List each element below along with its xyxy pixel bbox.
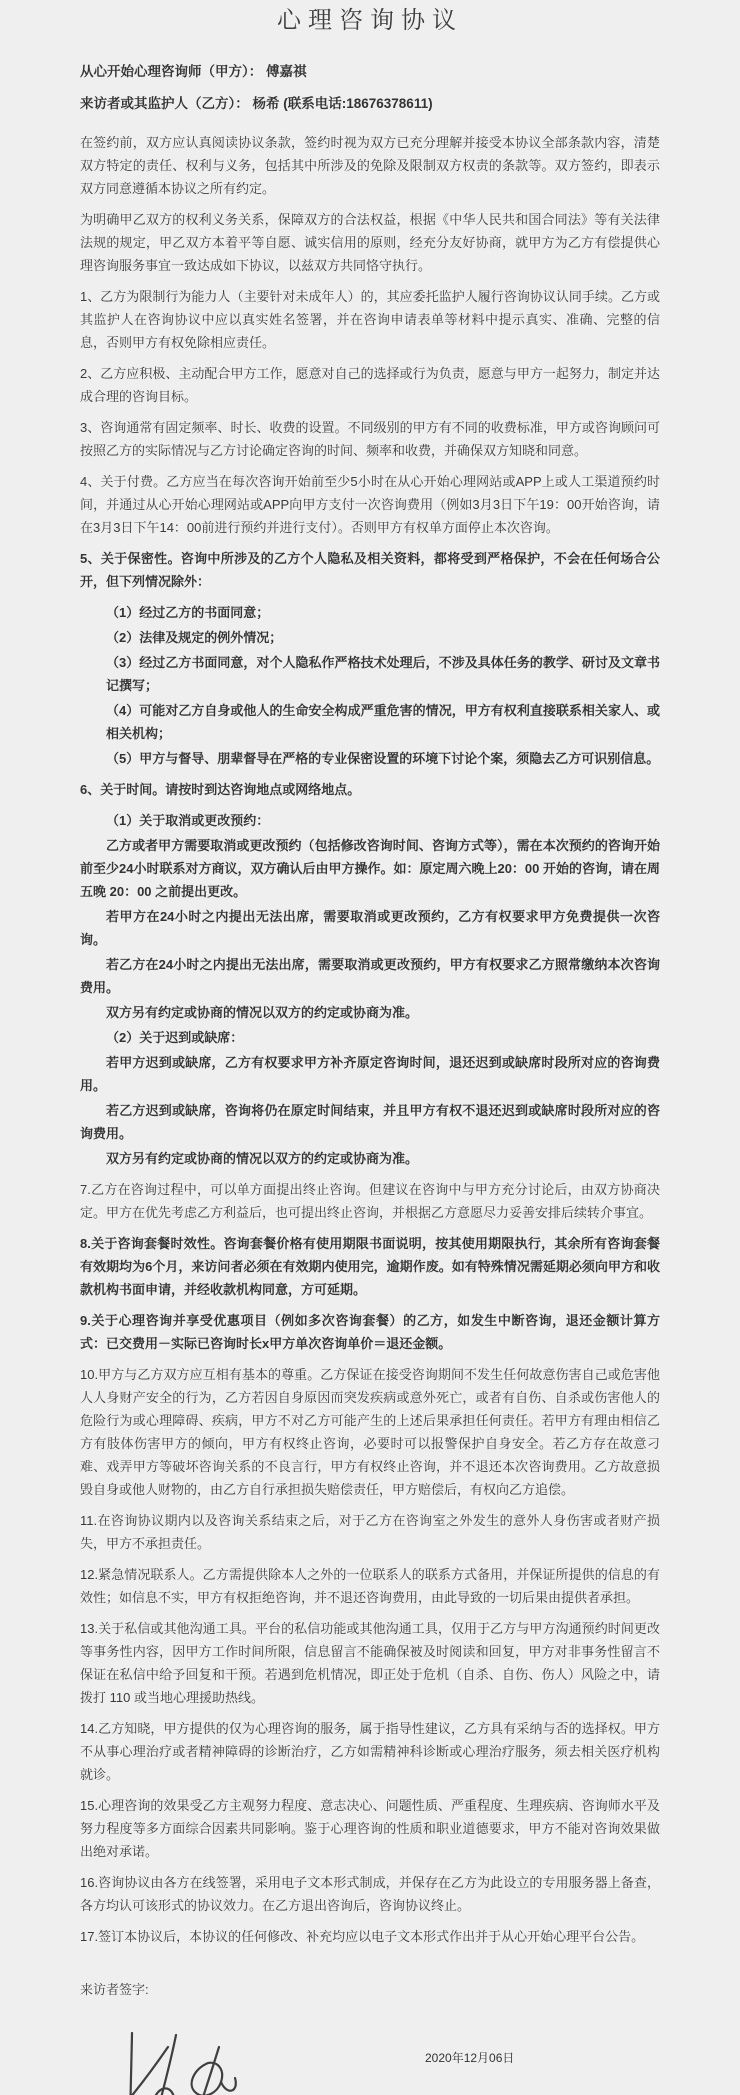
clause-10: 10.甲方与乙方双方应互相有基本的尊重。乙方保证在接受咨询期间不发生任何故意伤害自己或危害他人人身财产安全的行为，乙方若因自身原因而突发疾病或意外死亡，或者有自伤、自杀或伤害他人的危险行为或心理障碍、疾病，甲方不对乙方可能产生的上述后果承担任何责任。若甲方有理由相信乙方有肢体伤害甲方的倾向，甲方有权终止咨询，必要时可以报警保护自身安全。若乙方存在故意刁难、戏弄甲方等破坏咨询关系的不良言行，甲方有权终止咨询，并不退还本次咨询费用。乙方故意损毁自身或他人财物的，由乙方自行承担损失赔偿责任，甲方赔偿后，有权向乙方追偿。 bbox=[80, 1367, 660, 1497]
signature-date: 2020年12月06日 bbox=[425, 2051, 515, 2065]
clause-11: 11.在咨询协议期内以及咨询关系结束之后，对于乙方在咨询室之外发生的意外人身伤害或者财产损失，甲方不承担责任。 bbox=[80, 1513, 660, 1551]
clause-16: 16.咨询协议由各方在线签署，采用电子文本形式制成，并保存在乙方为此设立的专用服务器上备查，各方均认可该形式的协议效力。在乙方退出咨询后，咨询协议终止。 bbox=[80, 1875, 660, 1913]
clause-2: 2、乙方应积极、主动配合甲方工作，愿意对自己的选择或行为负责，愿意与甲方一起努力，制定并达成合理的咨询目标。 bbox=[80, 366, 660, 404]
clause-5-item-4: （4）可能对乙方自身或他人的生命安全构成严重危害的情况，甲方有权利直接联系相关家人、或相关机构； bbox=[106, 703, 660, 741]
clause-6-item-1-rule-2: 若甲方在24小时之内提出无法出席，需要取消或更改预约，乙方有权要求甲方免费提供一次咨询。 bbox=[80, 909, 660, 947]
preamble-paragraph-2: 为明确甲乙双方的权利义务关系，保障双方的合法权益，根据《中华人民共和国合同法》等有关法律法规的规定，甲乙双方本着平等自愿、诚实信用的原则，经充分友好协商，就甲方为乙方有偿提供心理咨询服务事宜一致达成如下协议，以兹双方共同恪守执行。 bbox=[80, 212, 660, 273]
clause-6-item-2-rule-3: 双方另有约定或协商的情况以双方的约定或协商为准。 bbox=[106, 1151, 419, 1166]
clause-12: 12.紧急情况联系人。乙方需提供除本人之外的一位联系人的联系方式备用，并保证所提供的信息的有效性；如信息不实，甲方有权拒绝咨询，并不退还咨询费用，由此导致的一切后果由提供者承担。 bbox=[80, 1567, 660, 1605]
clause-1: 1、乙方为限制行为能力人（主要针对未成年人）的，其应委托监护人履行咨询协议认同手续。乙方或其监护人在咨询协议中应以真实姓名签署，并在咨询申请表单等材料中提示真实、准确、完整的信息，否则甲方有权免除相应责任。 bbox=[80, 289, 660, 350]
preamble-paragraph-1: 在签约前，双方应认真阅读协议条款，签约时视为双方已充分理解并接受本协议全部条款内容，清楚双方特定的责任、权利与义务，包括其中所涉及的免除及限制双方权责的条款等。双方签约，即表示双方同意遵循本协议之所有约定。 bbox=[80, 135, 660, 196]
clause-14: 14.乙方知晓，甲方提供的仅为心理咨询的服务，属于指导性建议，乙方具有采纳与否的选择权。甲方不从事心理治疗或者精神障碍的诊断治疗，乙方如需精神科诊断或心理治疗服务，须去相关医疗机构就诊。 bbox=[80, 1721, 660, 1782]
clause-6: 6、关于时间。请按时到达咨询地点或网络地点。 bbox=[80, 782, 361, 797]
clause-6-item-2-rule-2: 若乙方迟到或缺席，咨询将仍在原定时间结束，并且甲方有权不退还迟到或缺席时段所对应的咨询费用。 bbox=[80, 1103, 660, 1141]
clause-6-item-1-rule-4: 双方另有约定或协商的情况以双方的约定或协商为准。 bbox=[106, 1005, 419, 1020]
clause-4: 4、关于付费。乙方应当在每次咨询开始前至少5小时在从心开始心理网站或APP上或人工渠道预约时间，并通过从心开始心理网站或APP向甲方支付一次咨询费用（例如3月3日下午19：00开始咨询，请在3月3日下午14：00前进行预约并进行支付）。否则甲方有权单方面停止本次咨询。 bbox=[80, 474, 660, 535]
clause-6-item-1: （1）关于取消或更改预约： bbox=[106, 813, 270, 828]
clause-17: 17.签订本协议后，本协议的任何修改、补充均应以电子文本形式作出并于从心开始心理平台公告。 bbox=[80, 1929, 645, 1944]
clause-5-item-2: （2）法律及规定的例外情况； bbox=[106, 630, 283, 645]
handwritten-signature bbox=[88, 2027, 248, 2095]
party-a-line: 从心开始心理咨询师（甲方）： 傅嘉祺 bbox=[80, 64, 307, 79]
clause-5-item-5: （5）甲方与督导、朋辈督导在严格的专业保密设置的环境下讨论个案，须隐去乙方可识别信息。 bbox=[106, 751, 660, 766]
party-b-line: 来访者或其监护人（乙方）： 杨希 (联系电话:18676378611) bbox=[80, 96, 433, 111]
document-title: 心理咨询协议 bbox=[277, 7, 463, 34]
clause-6-item-2: （2）关于迟到或缺席： bbox=[106, 1030, 244, 1045]
clause-3: 3、咨询通常有固定频率、时长、收费的设置。不同级别的甲方有不同的收费标准，甲方或咨询顾问可按照乙方的实际情况与乙方讨论确定咨询的时间、频率和收费，并确保双方知晓和同意。 bbox=[80, 420, 660, 458]
clause-13: 13.关于私信或其他沟通工具。平台的私信功能或其他沟通工具，仅用于乙方与甲方沟通预约时间更改等事务性内容，因甲方工作时间所限，信息留言不能确保被及时阅读和回复，甲方对非事务性留言不保证在私信中给予回复和干预。若遇到危机情况，即正处于危机（自杀、自伤、伤人）风险之中，请拨打 110 或当地心理援助热线。 bbox=[80, 1621, 660, 1705]
clause-5-item-1: （1）经过乙方的书面同意； bbox=[106, 605, 270, 620]
clause-5-item-3: （3）经过乙方书面同意，对个人隐私作严格技术处理后，不涉及具体任务的教学、研讨及文章书记撰写； bbox=[106, 655, 660, 693]
clause-7: 7.乙方在咨询过程中，可以单方面提出终止咨询。但建议在咨询中与甲方充分讨论后，由双方协商决定。甲方在优先考虑乙方利益后，也可提出终止咨询，并根据乙方意愿尽力妥善安排后续转介事宜。 bbox=[80, 1182, 660, 1220]
clause-6-item-1-rule-3: 若乙方在24小时之内提出无法出席，需要取消或更改预约，甲方有权要求乙方照常缴纳本次咨询费用。 bbox=[80, 957, 660, 995]
clause-6-item-1-rule-1: 乙方或者甲方需要取消或更改预约（包括修改咨询时间、咨询方式等），需在本次预约的咨询开始前至少24小时联系对方商议，双方确认后由甲方操作。如：原定周六晚上20：00 开始的咨询，请在周五晚 20：00 之前提出更改。 bbox=[80, 838, 660, 899]
signature-label: 来访者签字: bbox=[80, 1982, 149, 1997]
clause-6-item-2-rule-1: 若甲方迟到或缺席，乙方有权要求甲方补齐原定咨询时间，退还迟到或缺席时段所对应的咨询费用。 bbox=[80, 1055, 660, 1093]
clause-8: 8.关于咨询套餐时效性。咨询套餐价格有使用期限书面说明，按其使用期限执行，其余所有咨询套餐有效期均为6个月，来访问者必须在有效期内使用完，逾期作废。如有特殊情况需延期必须向甲方和收款机构书面申请，并经收款机构同意，方可延期。 bbox=[80, 1236, 660, 1297]
clause-5: 5、关于保密性。咨询中所涉及的乙方个人隐私及相关资料，都将受到严格保护，不会在任何场合公开，但下列情况除外： bbox=[80, 551, 660, 589]
clause-9: 9.关于心理咨询并享受优惠项目（例如多次咨询套餐）的乙方，如发生中断咨询，退还金额计算方式：已交费用－实际已咨询时长x甲方单次咨询单价＝退还金额。 bbox=[80, 1313, 660, 1351]
signature-scribble-icon bbox=[88, 2027, 248, 2095]
clause-15: 15.心理咨询的效果受乙方主观努力程度、意志决心、问题性质、严重程度、生理疾病、咨询师水平及努力程度等多方面综合因素共同影响。鉴于心理咨询的性质和职业道德要求，甲方不能对咨询效果做出绝对承诺。 bbox=[80, 1798, 660, 1859]
